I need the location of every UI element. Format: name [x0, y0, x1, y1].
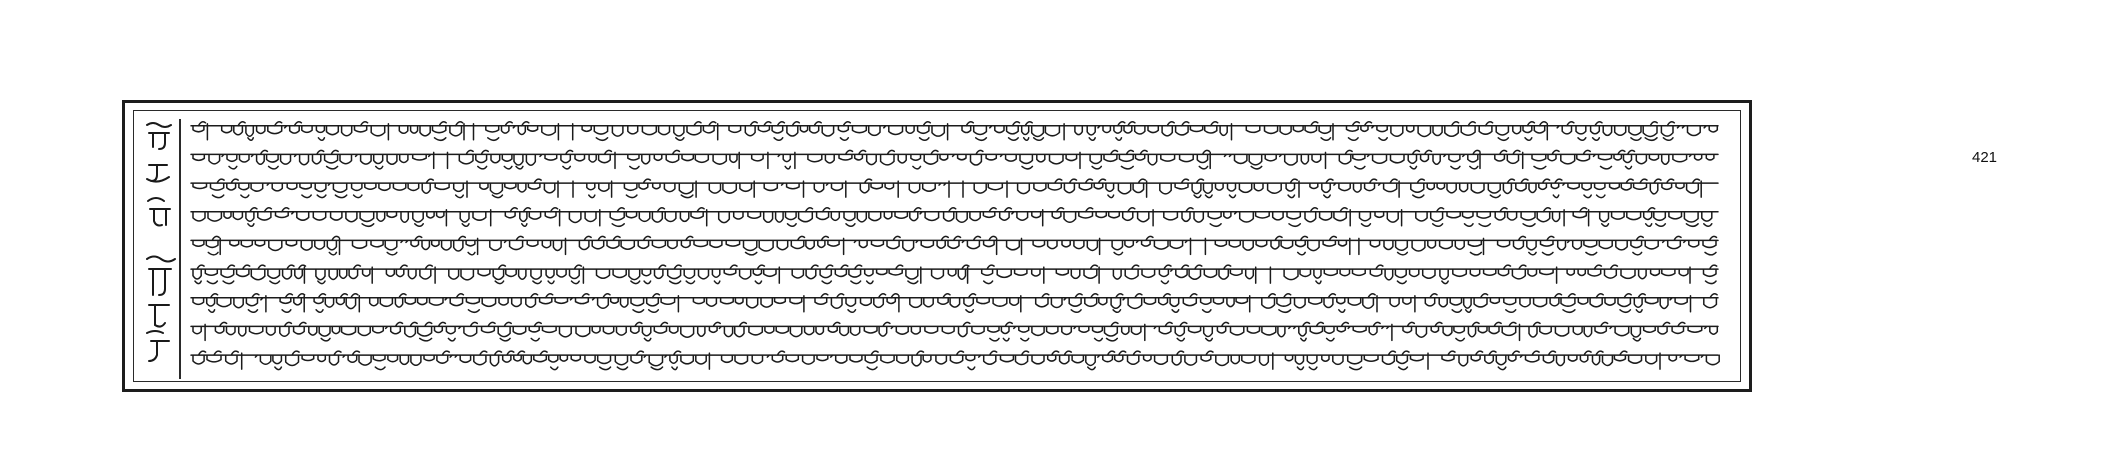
manuscript-line — [191, 265, 1718, 284]
folio-margin-label — [139, 119, 181, 379]
manuscript-line — [191, 236, 1718, 255]
manuscript-line — [191, 294, 1718, 313]
manuscript-line — [191, 322, 1718, 341]
manuscript-line — [191, 122, 1718, 141]
manuscript-line — [191, 150, 1718, 169]
manuscript-line — [191, 179, 1718, 198]
page-number: 421 — [1972, 149, 1998, 166]
manuscript-line — [191, 351, 1719, 370]
manuscript-folio — [122, 100, 1752, 392]
manuscript-text-block — [187, 119, 1735, 377]
tibetan-margin-glyphs — [139, 119, 179, 379]
tibetan-script-lines — [187, 119, 1724, 377]
manuscript-line — [191, 208, 1718, 227]
